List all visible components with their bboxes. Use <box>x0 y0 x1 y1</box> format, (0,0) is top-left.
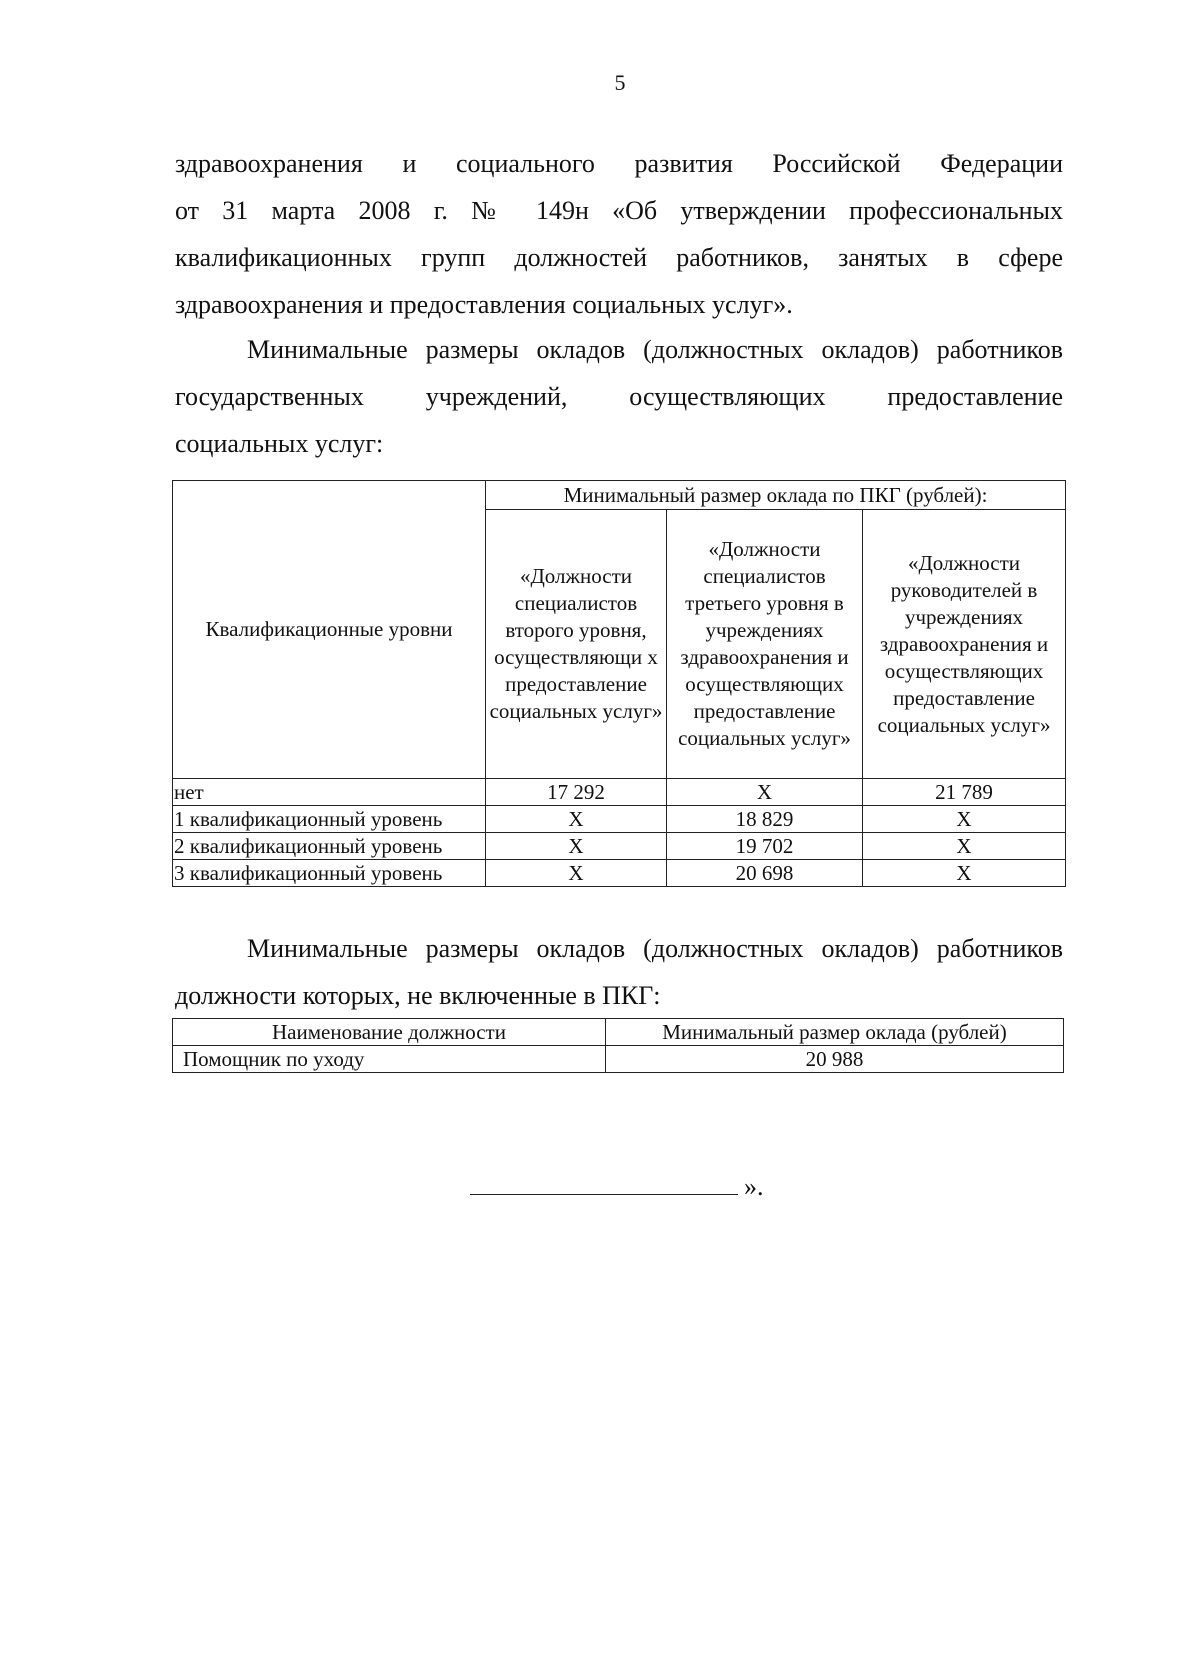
table-row <box>173 833 1066 860</box>
text-line: Минимальные размеры окладов (должностных окладов) работников <box>247 934 1063 963</box>
header-specialists-second-level: «Должности специалистов второго уровня, осуществляющи х предоставление социальных услуг» <box>486 510 667 779</box>
table-row <box>173 806 1066 833</box>
level-cell: 1 квалификационный уровень <box>173 806 486 833</box>
value-cell: Х <box>863 833 1066 860</box>
position-cell: Помощник по уходу <box>173 1046 606 1073</box>
level-cell: 3 квалификационный уровень <box>173 860 486 887</box>
value-cell: Х <box>667 779 863 806</box>
header-min-salary-rub: Минимальный размер оклада (рублей) <box>606 1019 1064 1046</box>
value-cell: 18 829 <box>667 806 863 833</box>
text-line: должности которых, не включенные в ПКГ: <box>175 981 661 1010</box>
text-line: Минимальные размеры окладов (должностных окладов) работников <box>247 335 1063 364</box>
value-cell: Х <box>863 806 1066 833</box>
text-line: социальных услуг: <box>175 429 384 458</box>
text-line: квалификационных групп должностей работников, занятых в сфере <box>175 243 1063 272</box>
value-cell: 20 698 <box>667 860 863 887</box>
table-row <box>173 860 1066 887</box>
salary-cell: 20 988 <box>606 1046 1064 1073</box>
signature-line <box>470 1172 738 1195</box>
table-row <box>173 779 1066 806</box>
header-managers: «Должности руководителей в учреждениях здравоохранения и осуществляющих предоставление социальных услуг» <box>863 510 1066 779</box>
text-line: государственных учреждений, осуществляющих предоставление <box>175 382 1063 411</box>
text-line: здравоохранения и предоставления социальных услуг». <box>175 290 793 319</box>
section2-paragraph <box>175 925 1063 1019</box>
header-specialists-third-level: «Должности специалистов третьего уровня в учреждениях здравоохранения и осуществляющих предоставление социальных услуг» <box>667 510 863 779</box>
section1-paragraph <box>175 326 1063 467</box>
header-position-name: Наименование должности <box>173 1019 606 1046</box>
text-line: от 31 марта 2008 г. № 149н «Об утверждении профессиональных <box>175 196 1063 225</box>
value-cell: 21 789 <box>863 779 1066 806</box>
closing-line <box>470 1172 764 1202</box>
value-cell: Х <box>486 833 667 860</box>
value-cell: Х <box>486 860 667 887</box>
closing-quote: ». <box>744 1172 764 1201</box>
level-cell: 2 квалификационный уровень <box>173 833 486 860</box>
header-qualification-levels: Квалификационные уровни <box>173 481 486 779</box>
value-cell: 17 292 <box>486 779 667 806</box>
header-min-salary: Минимальный размер оклада по ПКГ (рублей): <box>486 481 1066 510</box>
value-cell: Х <box>486 806 667 833</box>
text-line: здравоохранения и социального развития Российской Федерации <box>175 149 1063 178</box>
table-row <box>173 1046 1064 1073</box>
salary-table-non-pkg <box>172 1018 1064 1073</box>
level-cell: нет <box>173 779 486 806</box>
value-cell: 19 702 <box>667 833 863 860</box>
salary-table-pkg <box>172 480 1066 887</box>
value-cell: Х <box>863 860 1066 887</box>
intro-paragraph <box>175 140 1063 328</box>
page-number: 5 <box>614 70 626 95</box>
